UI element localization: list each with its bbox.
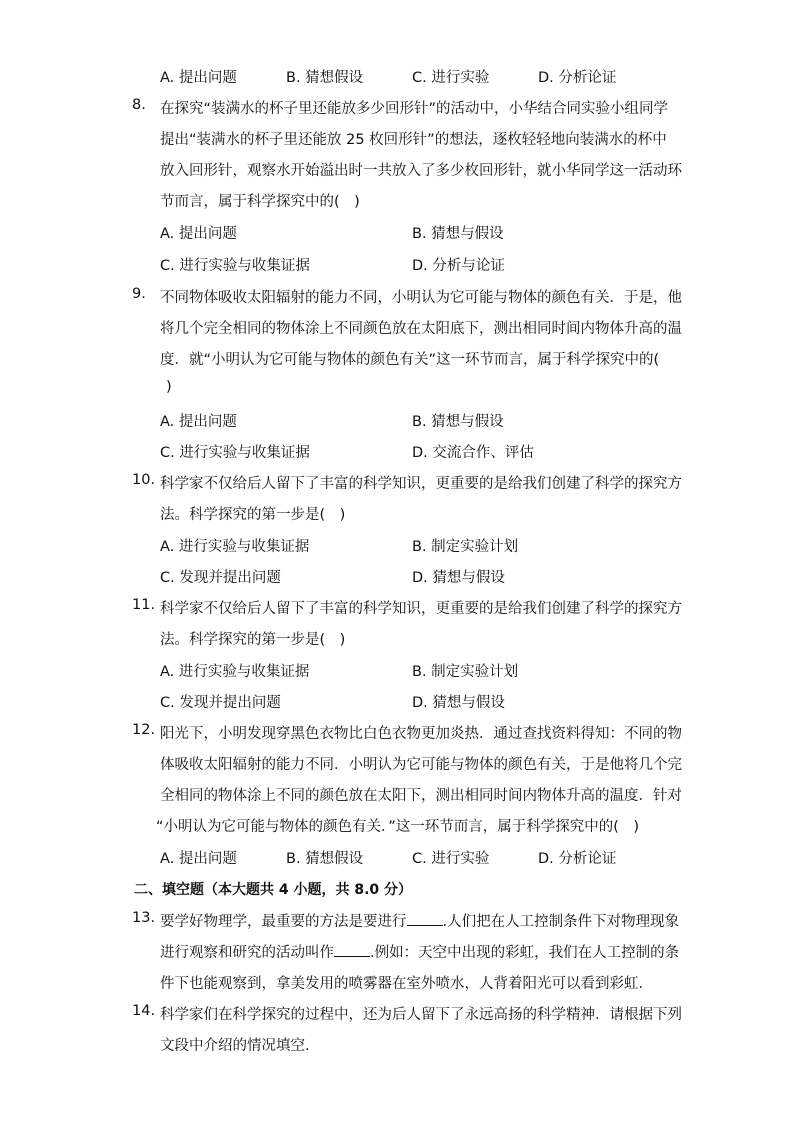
q13-line-2-text-a: 进行观察和研究的活动叫作 [160,945,334,961]
q13-blank-2[interactable] [334,944,370,957]
q8-line-2: 提出“装满水的杯子里还能放 25 枚回形针”的想法，逐枚轻轻地向装满水的杯中 [160,132,667,148]
q13-line-1-text-a: 要学好物理学，最重要的方法是要进行 [160,914,407,930]
q8-number: 8. [132,97,146,113]
q11-options-row-2 [160,691,664,712]
q11-option-b: B. 制定实验计划 [412,664,519,680]
q10-option-c: C. 发现并提出问题 [160,570,281,586]
q8-option-b: B. 猜想与假设 [412,226,504,242]
q14-number: 14. [132,1003,156,1019]
q9-option-b: B. 猜想与假设 [412,414,504,430]
q11-option-a: A. 进行实验与收集证据 [160,664,310,680]
q10-number: 10. [132,472,156,488]
q8-option-d: D. 分析与论证 [412,258,505,274]
q11-options-row-1 [160,660,664,681]
q14-line-2: 文段中介绍的情况填空． [160,1038,320,1054]
q7-option-b: B. 猜想假设 [286,70,364,86]
q11-number: 11. [132,597,156,613]
q13-line-1-text-b: .人们把在人工控制条件下对物理现象 [442,914,680,930]
q9-line-2: 将几个完全相同的物体涂上不同颜色放在太阳底下，测出相同时间内物体升高的温 [160,321,682,337]
q14-line-1: 科学家们在科学探究的过程中，还为后人留下了永远高扬的科学精神．请根据下列 [160,1007,682,1023]
q9-option-c: C. 进行实验与收集证据 [160,445,310,461]
q10-options-row-2 [160,566,664,587]
q9-options-row-2 [160,441,664,462]
q11-line-2: 法。科学探究的第一步是( ) [160,632,346,648]
q13-line-2 [160,941,680,962]
q8-options-row-1 [160,222,664,243]
q9-option-a: A. 提出问题 [160,414,237,430]
q8-line-1: 在探究“装满水的杯子里还能放多少回形针”的活动中，小华结合同实验小组同学 [160,101,669,117]
q7-option-a: A. 提出问题 [160,70,237,86]
q12-option-d: D. 分析论证 [538,851,617,867]
q7-option-c: C. 进行实验 [412,70,490,86]
q11-option-d: D. 猜想与假设 [412,695,505,711]
q12-options [160,847,664,868]
q12-option-a: A. 提出问题 [160,851,237,867]
q8-option-c: C. 进行实验与收集证据 [160,258,310,274]
q10-option-a: A. 进行实验与收集证据 [160,539,310,555]
q11-option-c: C. 发现并提出问题 [160,695,281,711]
q9-line-4: ) [166,379,172,395]
q13-number: 13. [132,910,156,926]
q12-number: 12. [132,722,156,738]
q12-line-3: 全相同的物体涂上不同的颜色放在太阳下，测出相同时间内物体升高的温度．针对 [160,788,682,804]
q12-line-4: “小明认为它可能与物体的颜色有关．”这一环节而言，属于科学探究中的( ) [156,819,640,835]
q8-option-a: A. 提出问题 [160,226,237,242]
q12-option-c: C. 进行实验 [412,851,490,867]
q8-line-3: 放入回形针，观察水开始溢出时一共放入了多少枚回形针，就小华同学这一活动环 [160,163,682,179]
q10-option-b: B. 制定实验计划 [412,539,519,555]
section-heading-fill-in: 二、填空题（本大题共 4 小题，共 8.0 分） [134,882,413,898]
q13-blank-1[interactable] [407,913,443,926]
q12-line-1: 阳光下，小明发现穿黑色衣物比白色衣物更加炎热．通过查找资料得知：不同的物 [160,726,682,742]
q10-options-row-1 [160,535,664,556]
q7-option-d: D. 分析论证 [538,70,617,86]
q13-line-3: 件下也能观察到，拿美发用的喷雾器在室外喷水，人背着阳光可以看到彩虹． [160,976,653,992]
q12-option-b: B. 猜想假设 [286,851,364,867]
q9-line-1: 不同物体吸收太阳辐射的能力不同，小明认为它可能与物体的颜色有关．于是，他 [160,290,682,306]
q9-option-d: D. 交流合作、评估 [412,445,534,461]
q9-options-row-1 [160,410,664,431]
q7-options [160,66,664,87]
q9-line-3: 度．就“小明认为它可能与物体的颜色有关”这一环节而言，属于科学探究中的( [160,352,660,368]
q8-line-4: 节而言，属于科学探究中的( ) [160,194,360,210]
q10-option-d: D. 猜想与假设 [412,570,505,586]
q8-options-row-2 [160,254,664,275]
q11-line-1: 科学家不仅给后人留下了丰富的科学知识，更重要的是给我们创建了科学的探究方 [160,601,682,617]
q13-line-1 [160,910,680,931]
q10-line-1: 科学家不仅给后人留下了丰富的科学知识，更重要的是给我们创建了科学的探究方 [160,476,682,492]
q13-line-2-text-b: .例如：天空中出现的彩虹，我们在人工控制的条 [370,945,680,961]
q12-line-2: 体吸收太阳辐射的能力不同．小明认为它可能与物体的颜色有关，于是他将几个完 [160,757,682,773]
q10-line-2: 法。科学探究的第一步是( ) [160,507,346,523]
q9-number: 9. [132,286,146,302]
